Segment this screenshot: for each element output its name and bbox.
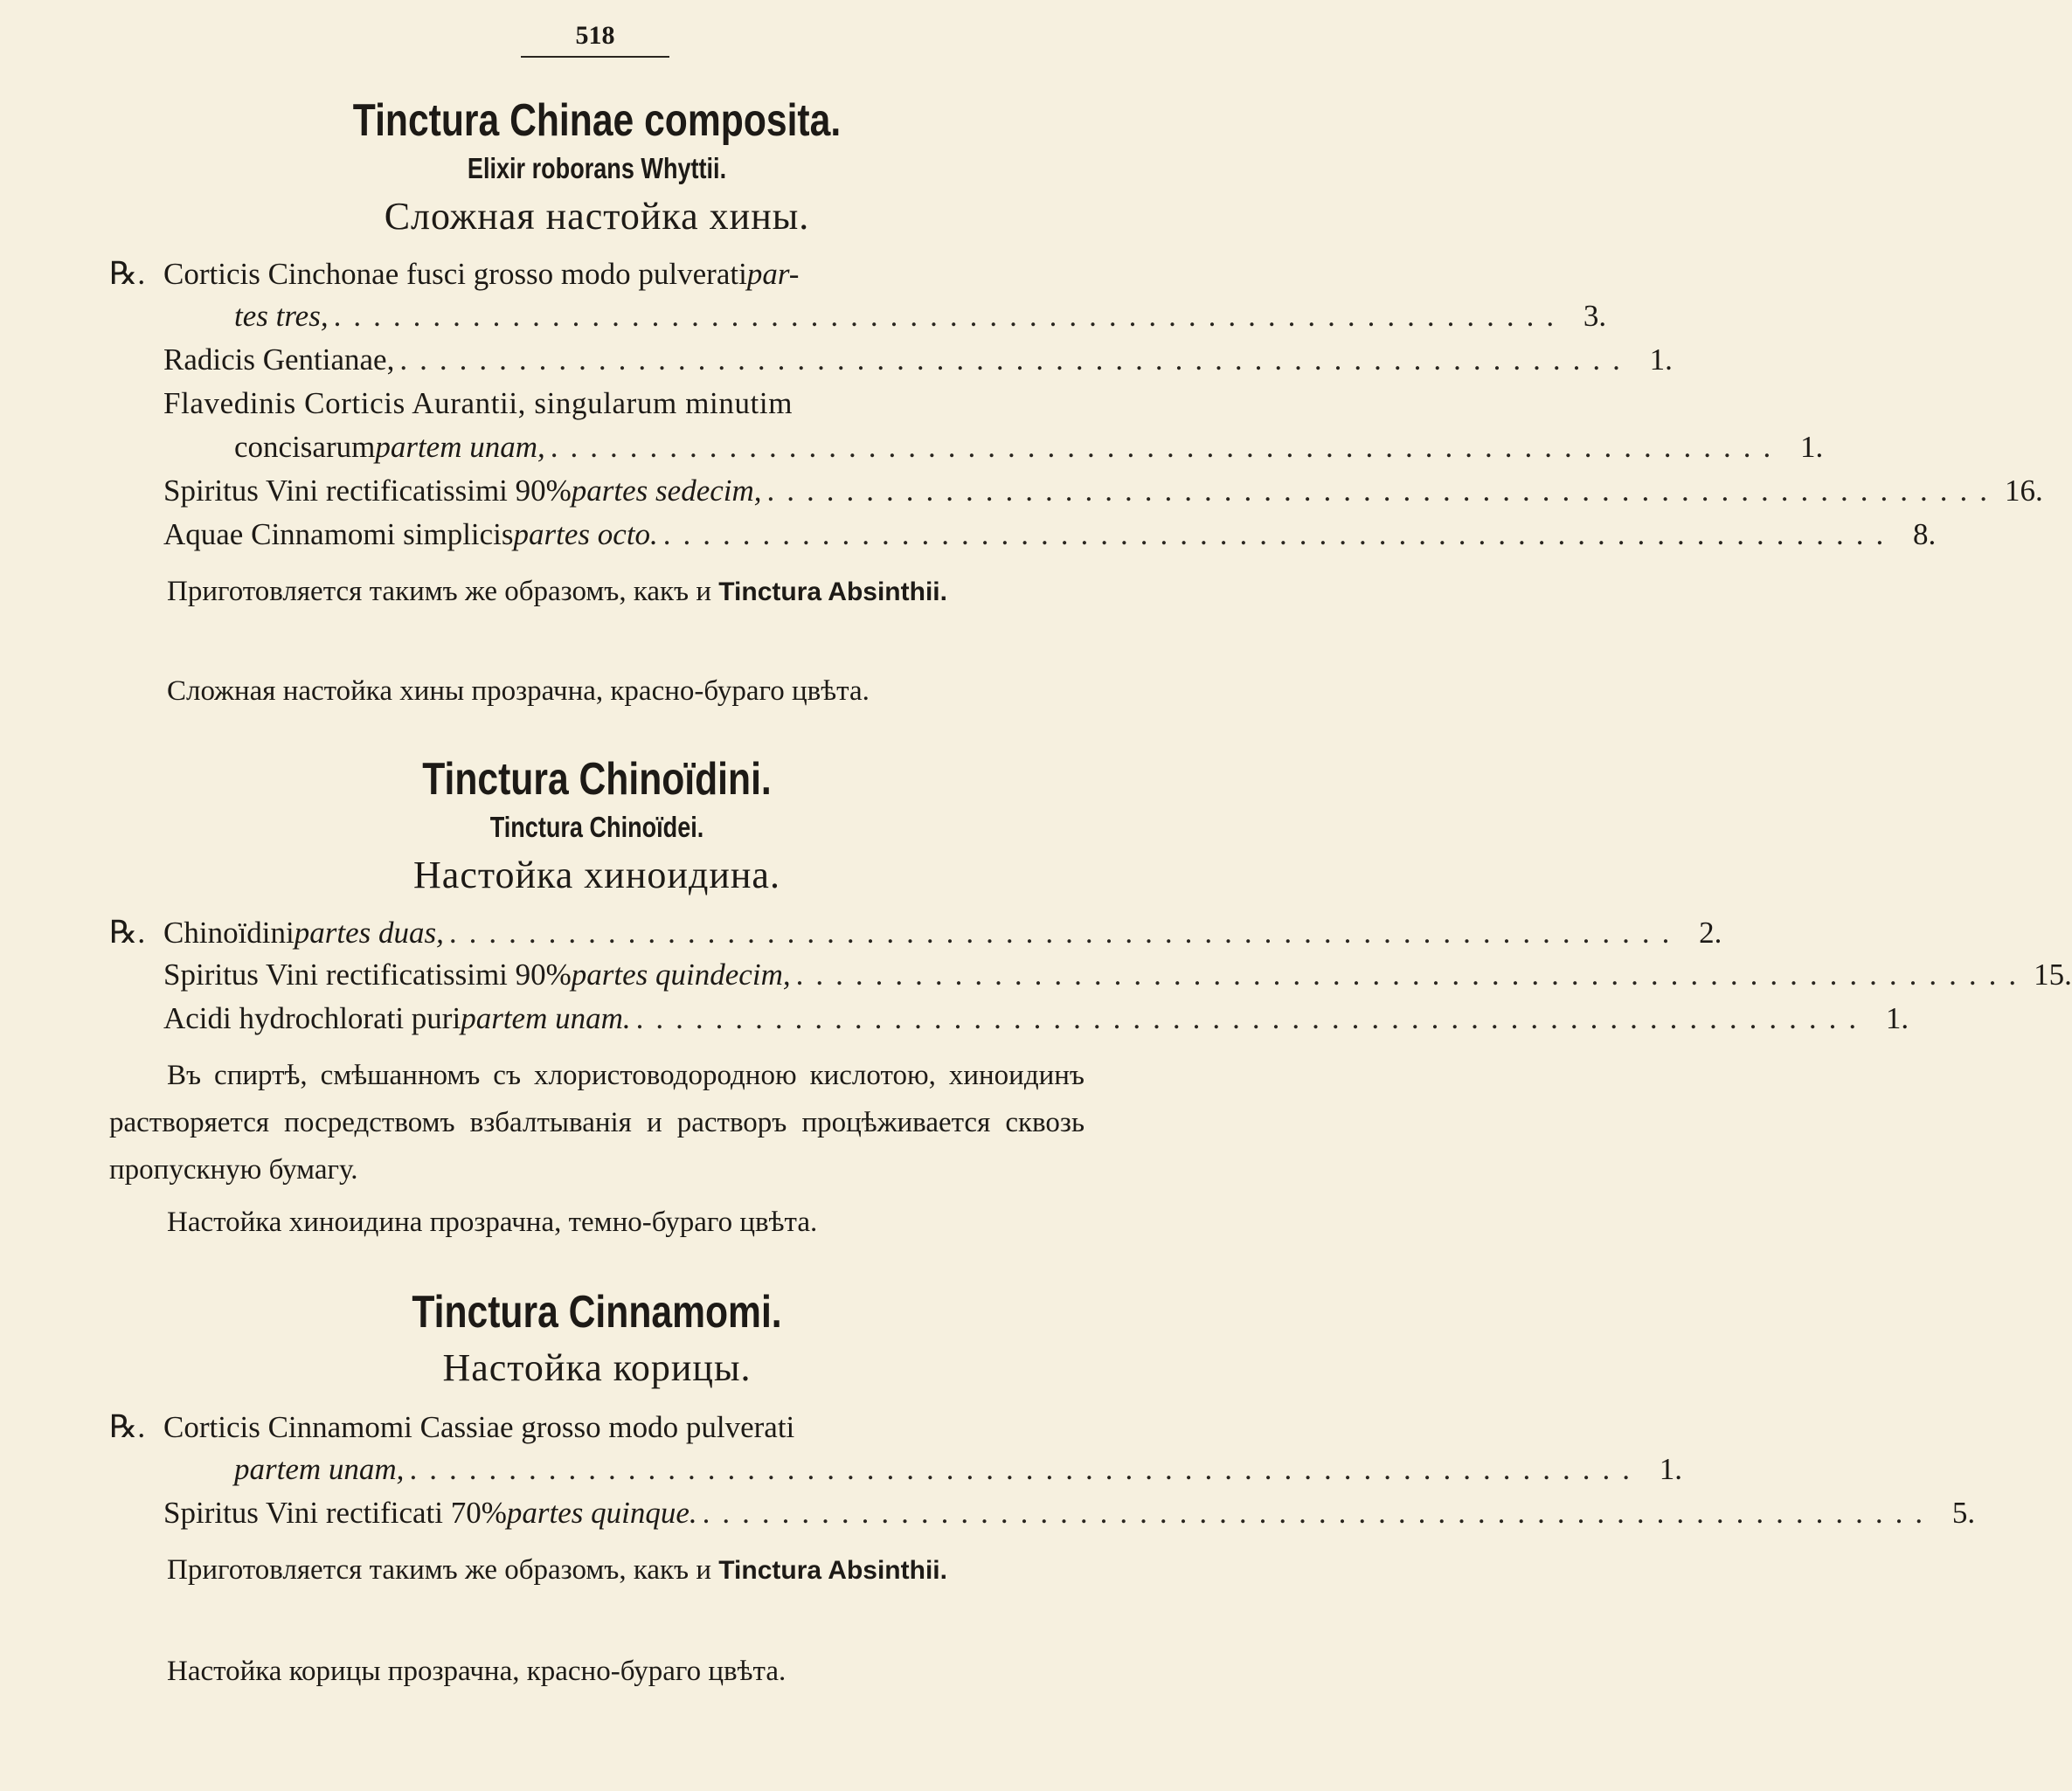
leader-dots: .............................................................. <box>409 1452 1642 1486</box>
ingredient-line <box>163 958 2072 992</box>
section-title: Tinctura Chinoïdini. <box>422 754 772 805</box>
ingredient-amount: 5. <box>1951 1496 1976 1530</box>
ingredient-text: Spiritus Vini rectificati 70% <box>163 1496 507 1530</box>
leader-dots: .............................................................. <box>702 1496 1936 1530</box>
preparation-reference: Tinctura Absinthii. <box>718 1556 947 1585</box>
rx-symbol: ℞. <box>109 256 146 291</box>
ingredient-text: Aquae Cinnamomi simplicis <box>163 517 514 551</box>
ingredient-text: Corticis Cinchonae fusci grosso modo pulverati <box>163 257 747 291</box>
ingredient-amount: 1. <box>1649 342 1673 377</box>
ingredient-italic: partem unam. <box>461 1001 631 1035</box>
ingredient-line <box>109 914 1722 951</box>
ingredient-amount: 3. <box>1583 299 1607 333</box>
description-paragraph: Настойка хиноидина прозрачна, темно-бураго цвѣта. <box>167 1207 818 1238</box>
preparation-text: Приготовляется такимъ же образомъ, какъ и <box>167 1554 719 1586</box>
ingredient-line <box>163 517 1937 552</box>
leader-dots: .............................................................. <box>333 299 1567 333</box>
leader-dots: .............................................................. <box>795 958 2029 992</box>
ingredient-text: Flavedinis Corticis Aurantii, singularum minutim <box>163 386 793 420</box>
section-subtitle: Tinctura Chinoïdei. <box>489 811 704 843</box>
section-title: Tinctura Cinnamomi. <box>412 1287 782 1338</box>
preparation-paragraph <box>109 1546 1085 1594</box>
ingredient-text: Chinoïdini <box>163 916 295 950</box>
ingredient-italic: tes tres, <box>234 299 329 333</box>
ingredient-line <box>109 1408 1085 1445</box>
preparation-paragraph <box>109 568 1085 616</box>
ingredient-amount: 1. <box>1885 1001 1909 1035</box>
ingredient-amount: 1. <box>1659 1452 1682 1486</box>
ingredient-italic: partes octo. <box>513 517 658 551</box>
ingredient-amount: 1. <box>1800 430 1824 464</box>
section-russian-title: Сложная настойка хины. <box>384 195 810 238</box>
ingredient-italic: partes quinque. <box>506 1496 697 1530</box>
ingredient-line <box>234 1452 1682 1487</box>
ingredient-amount: 2. <box>1699 916 1722 950</box>
ingredient-text: concisarum <box>234 430 376 464</box>
ingredient-text: Radicis Gentianae, <box>163 342 395 377</box>
ingredient-italic: partem unam, <box>234 1452 405 1486</box>
leader-dots: .............................................................. <box>635 1001 1869 1035</box>
preparation-paragraph: Въ спиртѣ, смѣшанномъ съ хлористоводородною кислотою, хиноидинъ растворяется посредствомъ взбалтыванія и растворъ процѣживается сквозь пропускную бумагу. <box>109 1060 1085 1186</box>
ingredient-amount: 16. <box>2005 474 2043 508</box>
preparation-reference: Tinctura Absinthii. <box>718 577 947 606</box>
leader-dots: .............................................................. <box>662 517 1896 551</box>
ingredient-italic: partem unam, <box>375 430 545 464</box>
ingredient-line <box>163 386 1085 421</box>
ingredient-italic: partes quindecim, <box>571 958 791 992</box>
ingredient-amount: 15. <box>2034 958 2072 992</box>
ingredient-line <box>163 1001 1909 1036</box>
ingredient-text: Spiritus Vini rectificatissimi 90% <box>163 474 572 508</box>
ingredient-italic: partes sedecim, <box>571 474 762 508</box>
section-title: Tinctura Chinae composita. <box>352 95 842 146</box>
rx-symbol: ℞. <box>109 1409 146 1444</box>
ingredient-text: Spiritus Vini rectificatissimi 90% <box>163 958 572 992</box>
leader-dots: .............................................................. <box>448 916 1682 950</box>
description-paragraph: Сложная настойка хины прозрачна, красно-бураго цвѣта. <box>167 675 870 707</box>
leader-dots: .............................................................. <box>399 342 1632 377</box>
ingredient-text: Acidi hydrochlorati puri <box>163 1001 461 1035</box>
ingredient-italic: par- <box>746 257 800 291</box>
preparation-text: Приготовляется такимъ же образомъ, какъ и <box>167 576 719 607</box>
page-number: 518 <box>521 21 669 58</box>
section-russian-title: Настойка хиноидина. <box>413 854 780 896</box>
leader-dots: .............................................................. <box>550 430 1784 464</box>
description-paragraph: Настойка корицы прозрачна, красно-бураго цвѣта. <box>167 1656 787 1687</box>
section-russian-title: Настойка корицы. <box>442 1346 752 1389</box>
ingredient-line <box>163 474 2043 508</box>
section-subtitle: Elixir roborans Whyttii. <box>467 152 727 184</box>
ingredient-line <box>163 342 1673 377</box>
ingredient-line <box>163 1496 1976 1531</box>
ingredient-italic: partes duas, <box>294 916 444 950</box>
rx-symbol: ℞. <box>109 915 146 950</box>
ingredient-line <box>109 255 1085 292</box>
ingredient-line <box>234 430 1824 465</box>
leader-dots: .............................................................. <box>766 474 2000 508</box>
ingredient-text: Corticis Cinnamomi Cassiae grosso modo pulverati <box>163 1410 795 1444</box>
ingredient-line <box>234 299 1607 334</box>
ingredient-amount: 8. <box>1913 517 1937 551</box>
